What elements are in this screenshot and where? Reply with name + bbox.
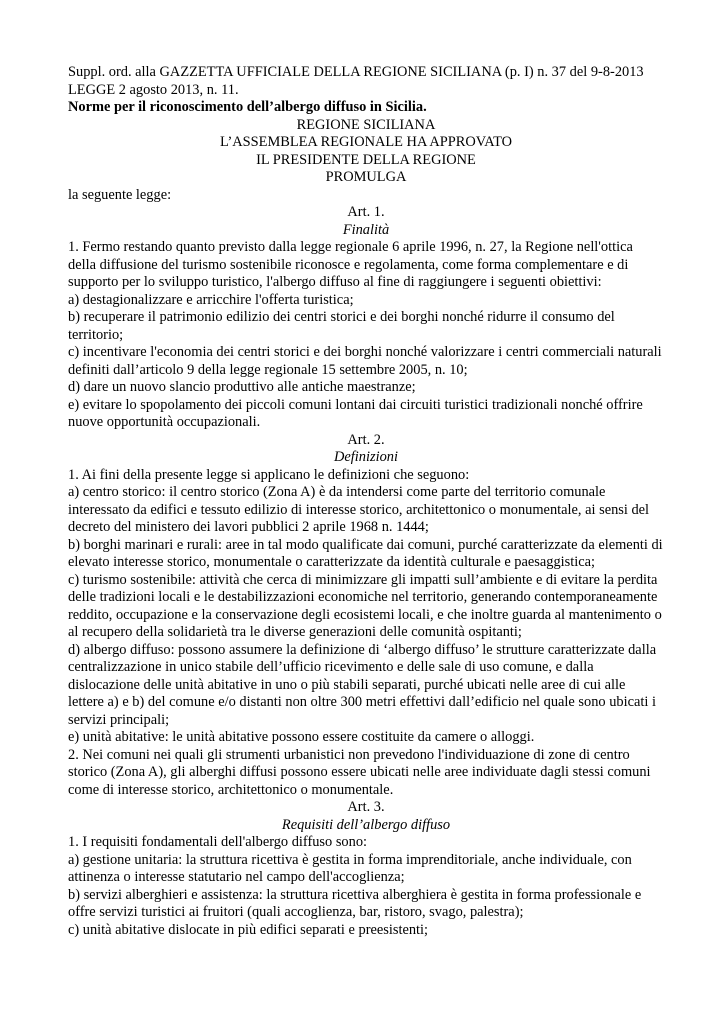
article-1-paragraph: c) incentivare l'economia dei centri storici e dei borghi nonché valorizzare i centri commerciali naturali definiti dall’articolo 9 della legge regionale 15 settembre 2005, n. 10; xyxy=(68,344,662,378)
president-heading: IL PRESIDENTE DELLA REGIONE xyxy=(256,151,476,168)
article-1-paragraph: a) destagionalizzare e arricchire l'offerta turistica; xyxy=(68,291,354,308)
intro-text: la seguente legge: xyxy=(68,186,172,203)
article-3-paragraph: 1. I requisiti fondamentali dell'albergo diffuso sono: xyxy=(68,834,368,850)
article-2-paragraph: 1. Ai fini della presente legge si applicano le definizioni che seguono: xyxy=(68,466,470,483)
article-2-paragraph: c) turismo sostenibile: attività che cerca di minimizzare gli impatti sull’ambiente e di evitare la perdita delle tradizioni locali e le destabilizzazioni economiche nel territorio, generando contemporaneamente reddito, occupazione e la conservazione degli ecosistemi locali, e che inoltre guarda al mantenimento o al recupero della solidarietà tra le diverse generazioni delle comunità ospitanti; xyxy=(68,571,662,640)
article-1-number: Art. 1. xyxy=(347,204,385,220)
assembly-heading: L’ASSEMBLEA REGIONALE HA APPROVATO xyxy=(220,134,512,150)
law-reference: LEGGE 2 agosto 2013, n. 11. xyxy=(68,81,239,98)
article-1-heading: Finalità xyxy=(342,221,390,238)
article-2-paragraph: d) albergo diffuso: possono assumere la definizione di ‘albergo diffuso’ le strutture caratterizzate dalla centralizzazione in unico stabile dell’ufficio ricevimento e delle sale di uso comune, e dalla dislocazione delle unità abitative in uno o più stabili separati, purché ubicati nelle aree di cui alle lettere a) e b) del comune e/o distanti non oltre 300 metri effettivi dall’edificio nel quale sono ubicati i servizi principali; xyxy=(68,641,657,728)
region-heading: REGIONE SICILIANA xyxy=(296,116,436,133)
article-3-paragraph: c) unità abitative dislocate in più edifici separati e preesistenti; xyxy=(68,921,429,938)
promulga-heading: PROMULGA xyxy=(325,169,407,185)
article-1-paragraph: 1. Fermo restando quanto previsto dalla legge regionale 6 aprile 1996, n. 27, la Regione nell'ottica della diffusione del turismo sostenibile riconosce e regolamenta, come forma complementare e di supporto per lo sviluppo turistico, l'albergo diffuso al fine di raggiungere i seguenti obiettivi: xyxy=(68,239,633,290)
article-2-paragraph: e) unità abitative: le unità abitative possono essere costituite da camere o alloggi. xyxy=(68,729,535,745)
article-2-heading: Definizioni xyxy=(334,449,398,465)
article-2-number: Art. 2. xyxy=(347,431,385,448)
article-3-number: Art. 3. xyxy=(347,799,385,815)
article-3-paragraph: a) gestione unitaria: la struttura ricettiva è gestita in forma imprenditoriale, anche individuale, con attinenza o interesse statutario nel campo dell'accoglienza; xyxy=(68,851,632,885)
article-2-paragraph: b) borghi marinari e rurali: aree in tal modo qualificate dai comuni, purché caratterizzate da elementi di elevato interesse storico, monumentale o caratterizzate da identità culturale e paesaggistica; xyxy=(68,536,663,570)
article-1-paragraph: e) evitare lo spopolamento dei piccoli comuni lontani dai circuiti turistici tradizionali nonché offrire nuove opportunità occupazionali. xyxy=(68,396,643,430)
law-title: Norme per il riconoscimento dell’albergo diffuso in Sicilia. xyxy=(68,99,427,115)
gazette-reference: Suppl. ord. alla GAZZETTA UFFICIALE DELLA REGIONE SICILIANA (p. I) n. 37 del 9-8-2013 xyxy=(68,64,644,80)
article-2-paragraph: a) centro storico: il centro storico (Zona A) è da intendersi come parte del territorio comunale interessato da edifici e tessuto edilizio di interesse storico, architettonico o monumentale, ai sensi del decreto del ministero dei lavori pubblici 2 aprile 1968 n. 1444; xyxy=(68,484,650,535)
article-1-paragraph: d) dare un nuovo slancio produttivo alle antiche maestranze; xyxy=(68,379,416,395)
article-1-paragraph: b) recuperare il patrimonio edilizio dei centri storici e dei borghi nonché ridurre il consumo del territorio; xyxy=(68,309,615,343)
article-2-paragraph: 2. Nei comuni nei quali gli strumenti urbanistici non prevedono l'individuazione di zone di centro storico (Zona A), gli alberghi diffusi possono essere ubicati nelle aree individuate dagli stessi comuni come di interesse storico, architettonico o monumentale. xyxy=(68,746,651,798)
article-3-paragraph: b) servizi alberghieri e assistenza: la struttura ricettiva alberghiera è gestita in forma professionale e offre servizi turistici ai fruitori (quali accoglienza, bar, ristoro, svago, palestra); xyxy=(68,886,642,920)
article-3-heading: Requisiti dell’albergo diffuso xyxy=(281,816,451,833)
